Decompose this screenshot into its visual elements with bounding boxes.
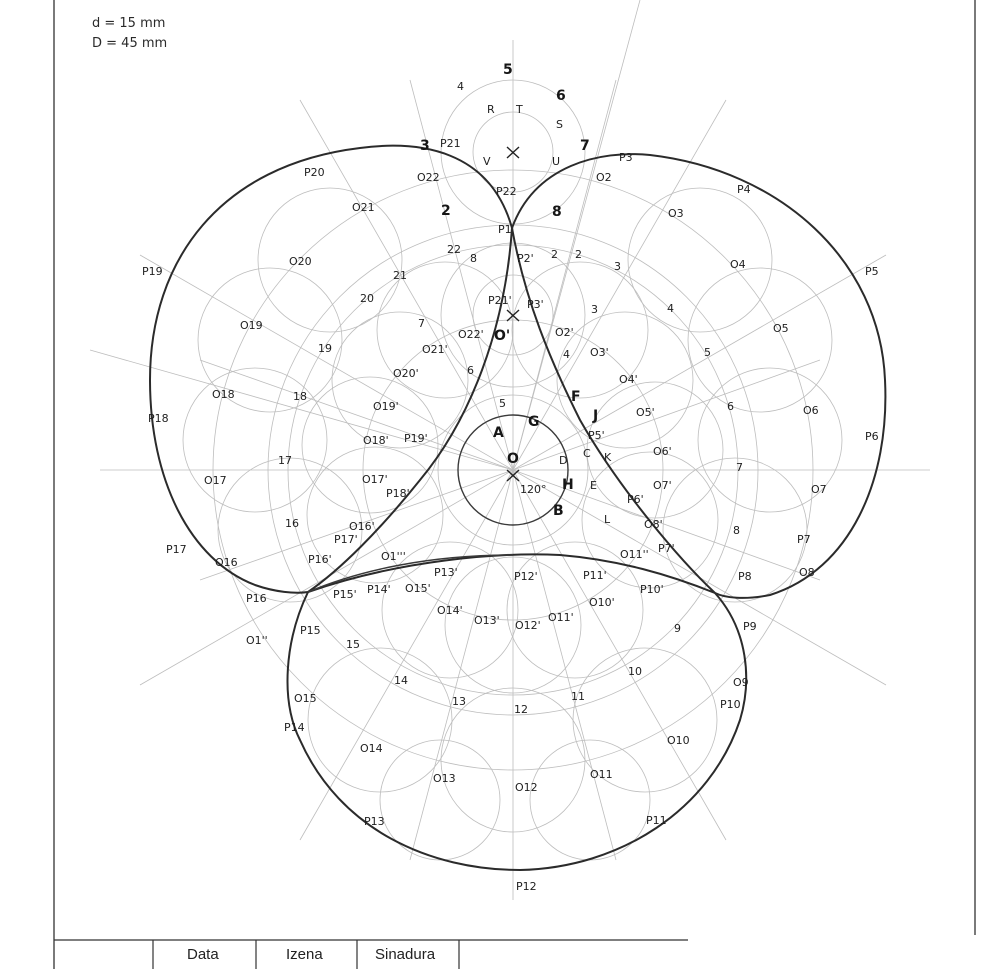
o7: O7 <box>811 483 827 496</box>
title-block <box>54 940 688 969</box>
p3: P3 <box>619 151 633 164</box>
o2: O2 <box>596 171 612 184</box>
p6: P6 <box>865 430 879 443</box>
o15-prime: O15' <box>405 582 431 595</box>
top-T: T <box>516 103 523 116</box>
p19-prime: P19' <box>404 432 428 445</box>
p6-prime: P6' <box>627 493 644 506</box>
p11-prime: P11' <box>583 569 607 582</box>
p7: P7 <box>797 533 811 546</box>
p5-prime: P5' <box>588 429 605 442</box>
o10-prime: O10' <box>589 596 615 609</box>
p15-prime: P15' <box>333 588 357 601</box>
o16-prime: O16' <box>349 520 375 533</box>
n8: 8 <box>733 524 740 537</box>
o19-prime: O19' <box>373 400 399 413</box>
o11-2prime: O11'' <box>620 548 649 561</box>
p2-prime: P2' <box>517 252 534 265</box>
p14: P14 <box>284 721 305 734</box>
label-O: O <box>507 451 519 467</box>
o6: O6 <box>803 404 819 417</box>
o2-prime: O2' <box>555 326 574 339</box>
p21-prime: P21' <box>488 294 512 307</box>
p19: P19 <box>142 265 163 278</box>
n13: 13 <box>452 695 466 708</box>
label-O-prime: O' <box>494 328 511 344</box>
n6: 6 <box>727 400 734 413</box>
p18: P18 <box>148 412 169 425</box>
o13: O13 <box>433 772 456 785</box>
o21: O21 <box>352 201 375 214</box>
n16: 16 <box>285 517 299 530</box>
o14-prime: O14' <box>437 604 463 617</box>
inner-4: 4 <box>563 348 570 361</box>
n7: 7 <box>736 461 743 474</box>
n17: 17 <box>278 454 292 467</box>
p16-prime: P16' <box>308 553 332 566</box>
o22-prime: O22' <box>458 328 484 341</box>
o3-prime: O3' <box>590 346 609 359</box>
n15: 15 <box>346 638 360 651</box>
o11-prime: O11' <box>548 611 574 624</box>
p14-prime: P14' <box>367 583 391 596</box>
label-L: L <box>604 513 611 526</box>
n18: 18 <box>293 390 307 403</box>
inner-6: 6 <box>467 364 474 377</box>
n14: 14 <box>394 674 408 687</box>
n2: 2 <box>575 248 582 261</box>
label-A: A <box>493 425 504 441</box>
p8: P8 <box>738 570 752 583</box>
top-S: S <box>556 118 563 131</box>
o18: O18 <box>212 388 235 401</box>
n3: 3 <box>614 260 621 273</box>
o16: O16 <box>215 556 238 569</box>
p17-prime: P17' <box>334 533 358 546</box>
p13: P13 <box>364 815 385 828</box>
label-H: H <box>562 477 574 493</box>
p3-prime: P3' <box>527 298 544 311</box>
p10: P10 <box>720 698 741 711</box>
title-col-data: Data <box>187 946 219 963</box>
o17-prime: O17' <box>362 473 388 486</box>
p1: P1 <box>498 223 512 236</box>
top-V: V <box>483 155 491 168</box>
title-col-sinadura: Sinadura <box>375 946 436 963</box>
label-E: E <box>590 479 597 492</box>
n22: 22 <box>447 243 461 256</box>
p7-prime: P7' <box>658 542 675 555</box>
o19: O19 <box>240 319 263 332</box>
o5: O5 <box>773 322 789 335</box>
inner-3: 3 <box>591 303 598 316</box>
top-4: 4 <box>457 80 464 93</box>
top-3: 3 <box>420 138 430 154</box>
label-angle: 120° <box>520 483 547 496</box>
label-C: C <box>583 447 591 460</box>
inner-7: 7 <box>418 317 425 330</box>
construction-lines <box>90 0 930 900</box>
p12: P12 <box>516 880 537 893</box>
o20: O20 <box>289 255 312 268</box>
top-6: 6 <box>556 88 566 104</box>
o18-prime: O18' <box>363 434 389 447</box>
label-D: D <box>559 454 568 467</box>
dim-d: d = 15 mm <box>92 16 166 31</box>
o5-prime: O5' <box>636 406 655 419</box>
p16: P16 <box>246 592 267 605</box>
o9: O9 <box>733 676 749 689</box>
p11: P11 <box>646 814 667 827</box>
top-2: 2 <box>441 203 451 219</box>
p5: P5 <box>865 265 879 278</box>
o1-3prime: O1''' <box>381 550 406 563</box>
p12-prime: P12' <box>514 570 538 583</box>
n21: 21 <box>393 269 407 282</box>
top-5: 5 <box>503 62 513 78</box>
inner-8: 8 <box>470 252 477 265</box>
label-K: K <box>604 451 612 464</box>
o12-prime: O12' <box>515 619 541 632</box>
o4: O4 <box>730 258 746 271</box>
p10-prime: P10' <box>640 583 664 596</box>
n20: 20 <box>360 292 374 305</box>
top-8: 8 <box>552 204 562 220</box>
label-G: G <box>528 414 540 430</box>
o15: O15 <box>294 692 317 705</box>
top-R: R <box>487 103 495 116</box>
label-B: B <box>553 503 564 519</box>
top-U: U <box>552 155 561 168</box>
inner-2: 2 <box>551 248 558 261</box>
o20-prime: O20' <box>393 367 419 380</box>
o8: O8 <box>799 566 815 579</box>
o13-prime: O13' <box>474 614 500 627</box>
o17: O17 <box>204 474 227 487</box>
o6-prime: O6' <box>653 445 672 458</box>
o4-prime: O4' <box>619 373 638 386</box>
p13-prime: P13' <box>434 566 458 579</box>
top-7: 7 <box>580 138 590 154</box>
label-F: F <box>571 389 581 405</box>
o21-prime: O21' <box>422 343 448 356</box>
n19: 19 <box>318 342 332 355</box>
n4: 4 <box>667 302 674 315</box>
p15: P15 <box>300 624 321 637</box>
o10: O10 <box>667 734 690 747</box>
inner-5: 5 <box>499 397 506 410</box>
o3: O3 <box>668 207 684 220</box>
p18-prime: P18' <box>386 487 410 500</box>
n9: 9 <box>674 622 681 635</box>
n12: 12 <box>514 703 528 716</box>
n10: 10 <box>628 665 642 678</box>
p20: P20 <box>304 166 325 179</box>
title-col-izena: Izena <box>286 946 323 963</box>
o12: O12 <box>515 781 538 794</box>
n5: 5 <box>704 346 711 359</box>
p21: P21 <box>440 137 461 150</box>
o8-prime: O8' <box>644 518 663 531</box>
o1-2prime: O1'' <box>246 634 268 647</box>
label-J: J <box>593 408 599 424</box>
p9: P9 <box>743 620 757 633</box>
o11: O11 <box>590 768 613 781</box>
n11: 11 <box>571 690 585 703</box>
p22: P22 <box>496 185 517 198</box>
p17: P17 <box>166 543 187 556</box>
dim-D: D = 45 mm <box>92 36 168 51</box>
p4: P4 <box>737 183 751 196</box>
o7-prime: O7' <box>653 479 672 492</box>
o22: O22 <box>417 171 440 184</box>
o14: O14 <box>360 742 383 755</box>
